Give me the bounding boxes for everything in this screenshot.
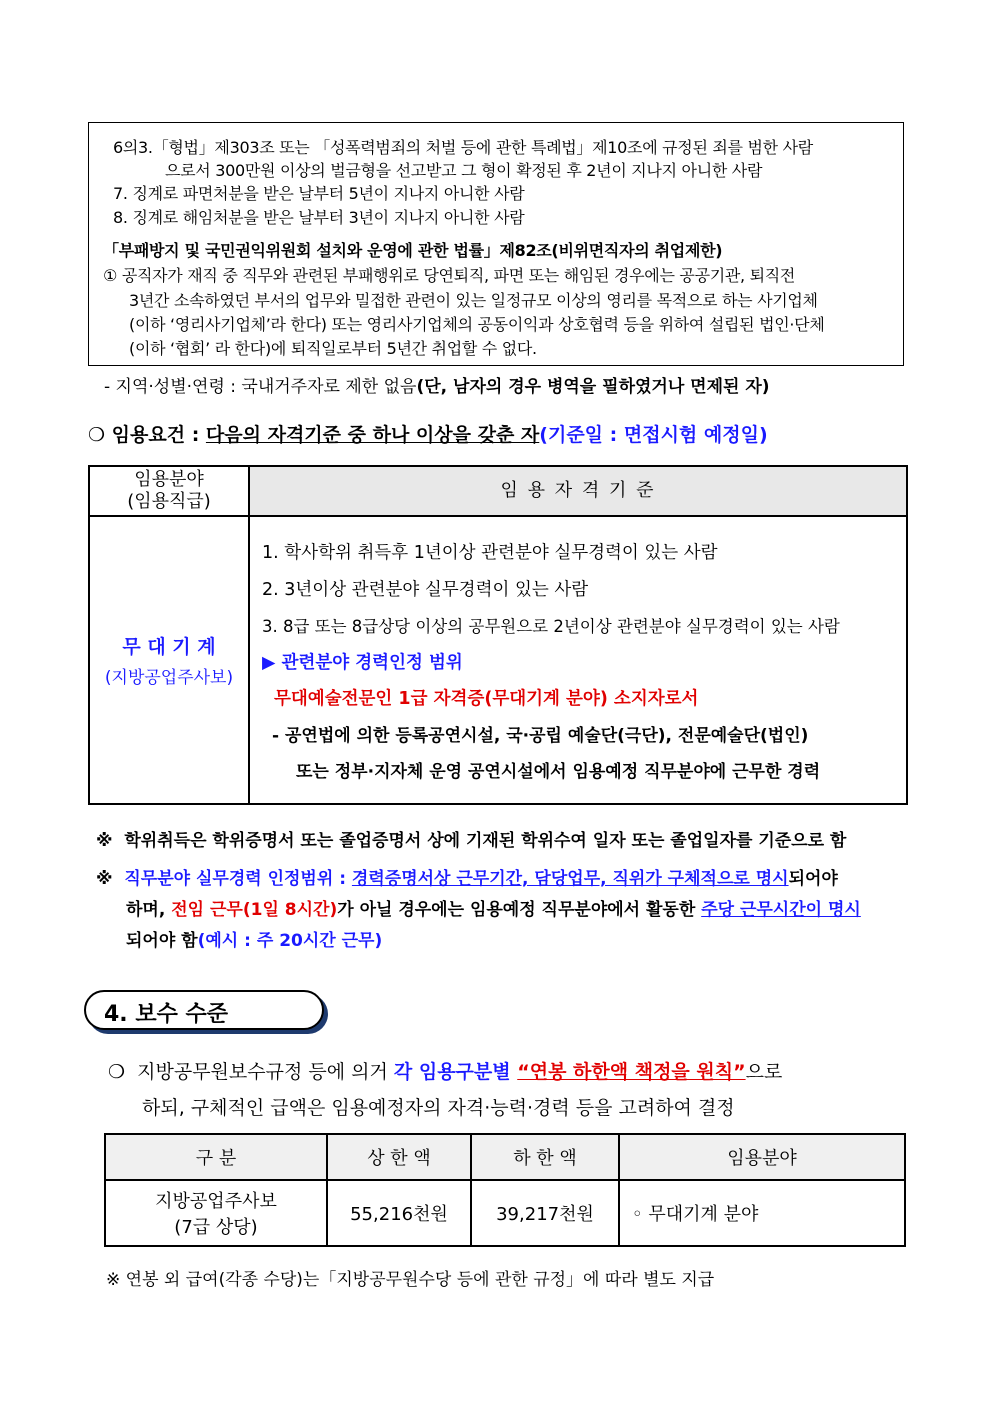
criteria-cell <box>249 516 907 804</box>
note-fulltime-a: 하며, <box>126 900 172 920</box>
law-clause-line-4: (이하 ‘협회’ 라 한다)에 퇴직일로부터 5년간 취업할 수 없다. <box>129 339 537 358</box>
law-item-7: 7. 징계로 파면처분을 받은 날부터 5년이 지나지 아니한 사람 <box>113 184 525 203</box>
salary-rank-cell <box>105 1180 327 1246</box>
salary-principle-a: 지방공무원보수규정 등에 의거 <box>137 1061 394 1083</box>
salary-principle-end: 으로 <box>745 1061 783 1083</box>
salary-header-upper: 상 한 액 <box>327 1134 471 1180</box>
note-example-blue: (예시 : 주 20시간 근무) <box>197 931 383 951</box>
section-4-badge <box>84 990 324 1030</box>
note-career-label: 직무분야 실무경력 인정범위 : <box>124 869 352 889</box>
bullet-icon: ❍ <box>88 424 106 446</box>
note-example <box>126 926 382 951</box>
criteria-1: 1. 학사학위 취득후 1년이상 관련분야 실무경력이 있는 사람 <box>262 543 718 563</box>
salary-header-lower: 하 한 액 <box>471 1134 619 1180</box>
footer-allowance-note: ※ 연봉 외 급여(각종 수당)는「지방공무원수당 등에 관한 규정」에 따라 별도 지급 <box>106 1270 715 1290</box>
salary-header-field: 임용분야 <box>619 1134 905 1180</box>
requirements-label: 임용요건 : <box>111 424 206 446</box>
requirements-table <box>88 465 908 805</box>
note-example-a: 되어야 함 <box>126 931 198 951</box>
note-career-detail: 경력증명서상 근무기간, 담당업무, 직위가 구체적으로 명시 <box>351 869 789 889</box>
law-excerpt-box <box>88 122 904 366</box>
salary-rank-equiv: (7급 상당) <box>174 1217 258 1238</box>
law-clause-line-3: (이하 ‘영리사기업체’라 한다) 또는 영리사기업체의 공동이익과 상호협력 등을 위하여 설립된 법인·단체 <box>129 315 825 334</box>
region-text: - 지역·성별·연령 : 국내거주자로 제한 없음 <box>104 377 417 397</box>
law-title: 「부패방지 및 국민권익위원회 설치와 운영에 관한 법률」제82조(비위면직자의 취업제한) <box>103 241 723 260</box>
region-requirement <box>104 372 770 397</box>
requirements-heading <box>88 420 768 447</box>
header-rank-label: (임용직급) <box>127 491 211 512</box>
salary-header-category: 구 분 <box>105 1134 327 1180</box>
scope-certificate: 무대예술전문인 1급 자격증(무대기계 분야) 소지자로서 <box>274 689 699 709</box>
salary-principle <box>108 1057 782 1084</box>
note-fulltime-b: 가 아닐 경우에는 임용예정 직무분야에서 활동한 <box>337 900 702 920</box>
salary-principle-blue: 각 임용구분별 <box>393 1061 518 1083</box>
note-fulltime-red: 전임 근무(1일 8시간) <box>171 900 338 920</box>
law-item-6-3: 6의3.「형법」제303조 또는 「성폭력범죄의 처벌 등에 관한 특례법」제10조에 규정된 죄를 범한 사람 <box>113 138 813 157</box>
note-mark: ※ <box>96 831 113 851</box>
salary-field: ◦ 무대기계 분야 <box>619 1180 905 1246</box>
criteria-2: 2. 3년이상 관련분야 실무경력이 있는 사람 <box>262 580 589 600</box>
note-career <box>96 864 838 889</box>
note-degree-text: 학위취득은 학위증명서 또는 졸업증명서 상에 기재된 학위수여 일자 또는 졸업일자를 기준으로 함 <box>124 831 847 851</box>
salary-lower: 39,217천원 <box>471 1180 619 1246</box>
header-field <box>89 466 249 516</box>
region-exception: (단, 남자의 경우 병역을 필하였거나 면제된 자) <box>416 377 770 397</box>
header-field-label: 임용분야 <box>134 469 204 490</box>
note-weekly-hours: 주당 근무시간이 명시 <box>701 900 861 920</box>
note-fulltime <box>126 895 861 920</box>
scope-title: ▶ 관련분야 경력인정 범위 <box>262 653 463 673</box>
scope-detail-2: 또는 정부·지자체 운영 공연시설에서 임용예정 직무분야에 근무한 경력 <box>296 762 821 782</box>
law-item-8: 8. 징계로 해임처분을 받은 날부터 3년이 지나지 아니한 사람 <box>113 208 525 227</box>
salary-principle-red: “연봉 하한액 책정을 원칙” <box>517 1061 746 1083</box>
requirements-main: 다음의 자격기준 중 하나 이상을 갖춘 자 <box>205 424 540 446</box>
section-4-title: 4. 보수 수준 <box>104 1002 228 1027</box>
field-name: 무 대 기 계 <box>122 636 216 658</box>
criteria-3: 3. 8급 또는 8급상당 이상의 공무원으로 2년이상 관련분야 실무경력이 있는 사람 <box>262 617 840 636</box>
requirements-base-date: (기준일 : 면접시험 예정일) <box>539 424 768 446</box>
field-rank: (지방공업주사보) <box>104 668 234 688</box>
bullet-icon: ❍ <box>108 1061 126 1083</box>
salary-table <box>104 1133 906 1247</box>
scope-detail-1: - 공연법에 의한 등록공연시설, 국·공립 예술단(극단), 전문예술단(법인) <box>272 726 809 746</box>
salary-upper: 55,216천원 <box>327 1180 471 1246</box>
note-mark: ※ <box>96 869 113 889</box>
header-criteria: 임 용 자 격 기 준 <box>249 466 907 516</box>
note-career-end: 되어야 <box>788 869 838 889</box>
law-clause-line-1: ① 공직자가 재직 중 직무와 관련된 부패행위로 당연퇴직, 파면 또는 해임된 경우에는 공공기관, 퇴직전 <box>103 266 796 285</box>
note-degree <box>96 826 846 851</box>
salary-rank: 지방공업주사보 <box>155 1191 277 1212</box>
field-cell <box>89 516 249 804</box>
salary-principle-line-2: 하되, 구체적인 급액은 임용예정자의 자격·능력·경력 등을 고려하여 결정 <box>142 1097 735 1119</box>
law-item-6-3-cont: 으로서 300만원 이상의 벌금형을 선고받고 그 형이 확정된 후 2년이 지나지 아니한 사람 <box>165 161 763 180</box>
law-clause-line-2: 3년간 소속하였던 부서의 업무와 밀접한 관련이 있는 일정규모 이상의 영리를 목적으로 하는 사기업체 <box>129 291 818 310</box>
